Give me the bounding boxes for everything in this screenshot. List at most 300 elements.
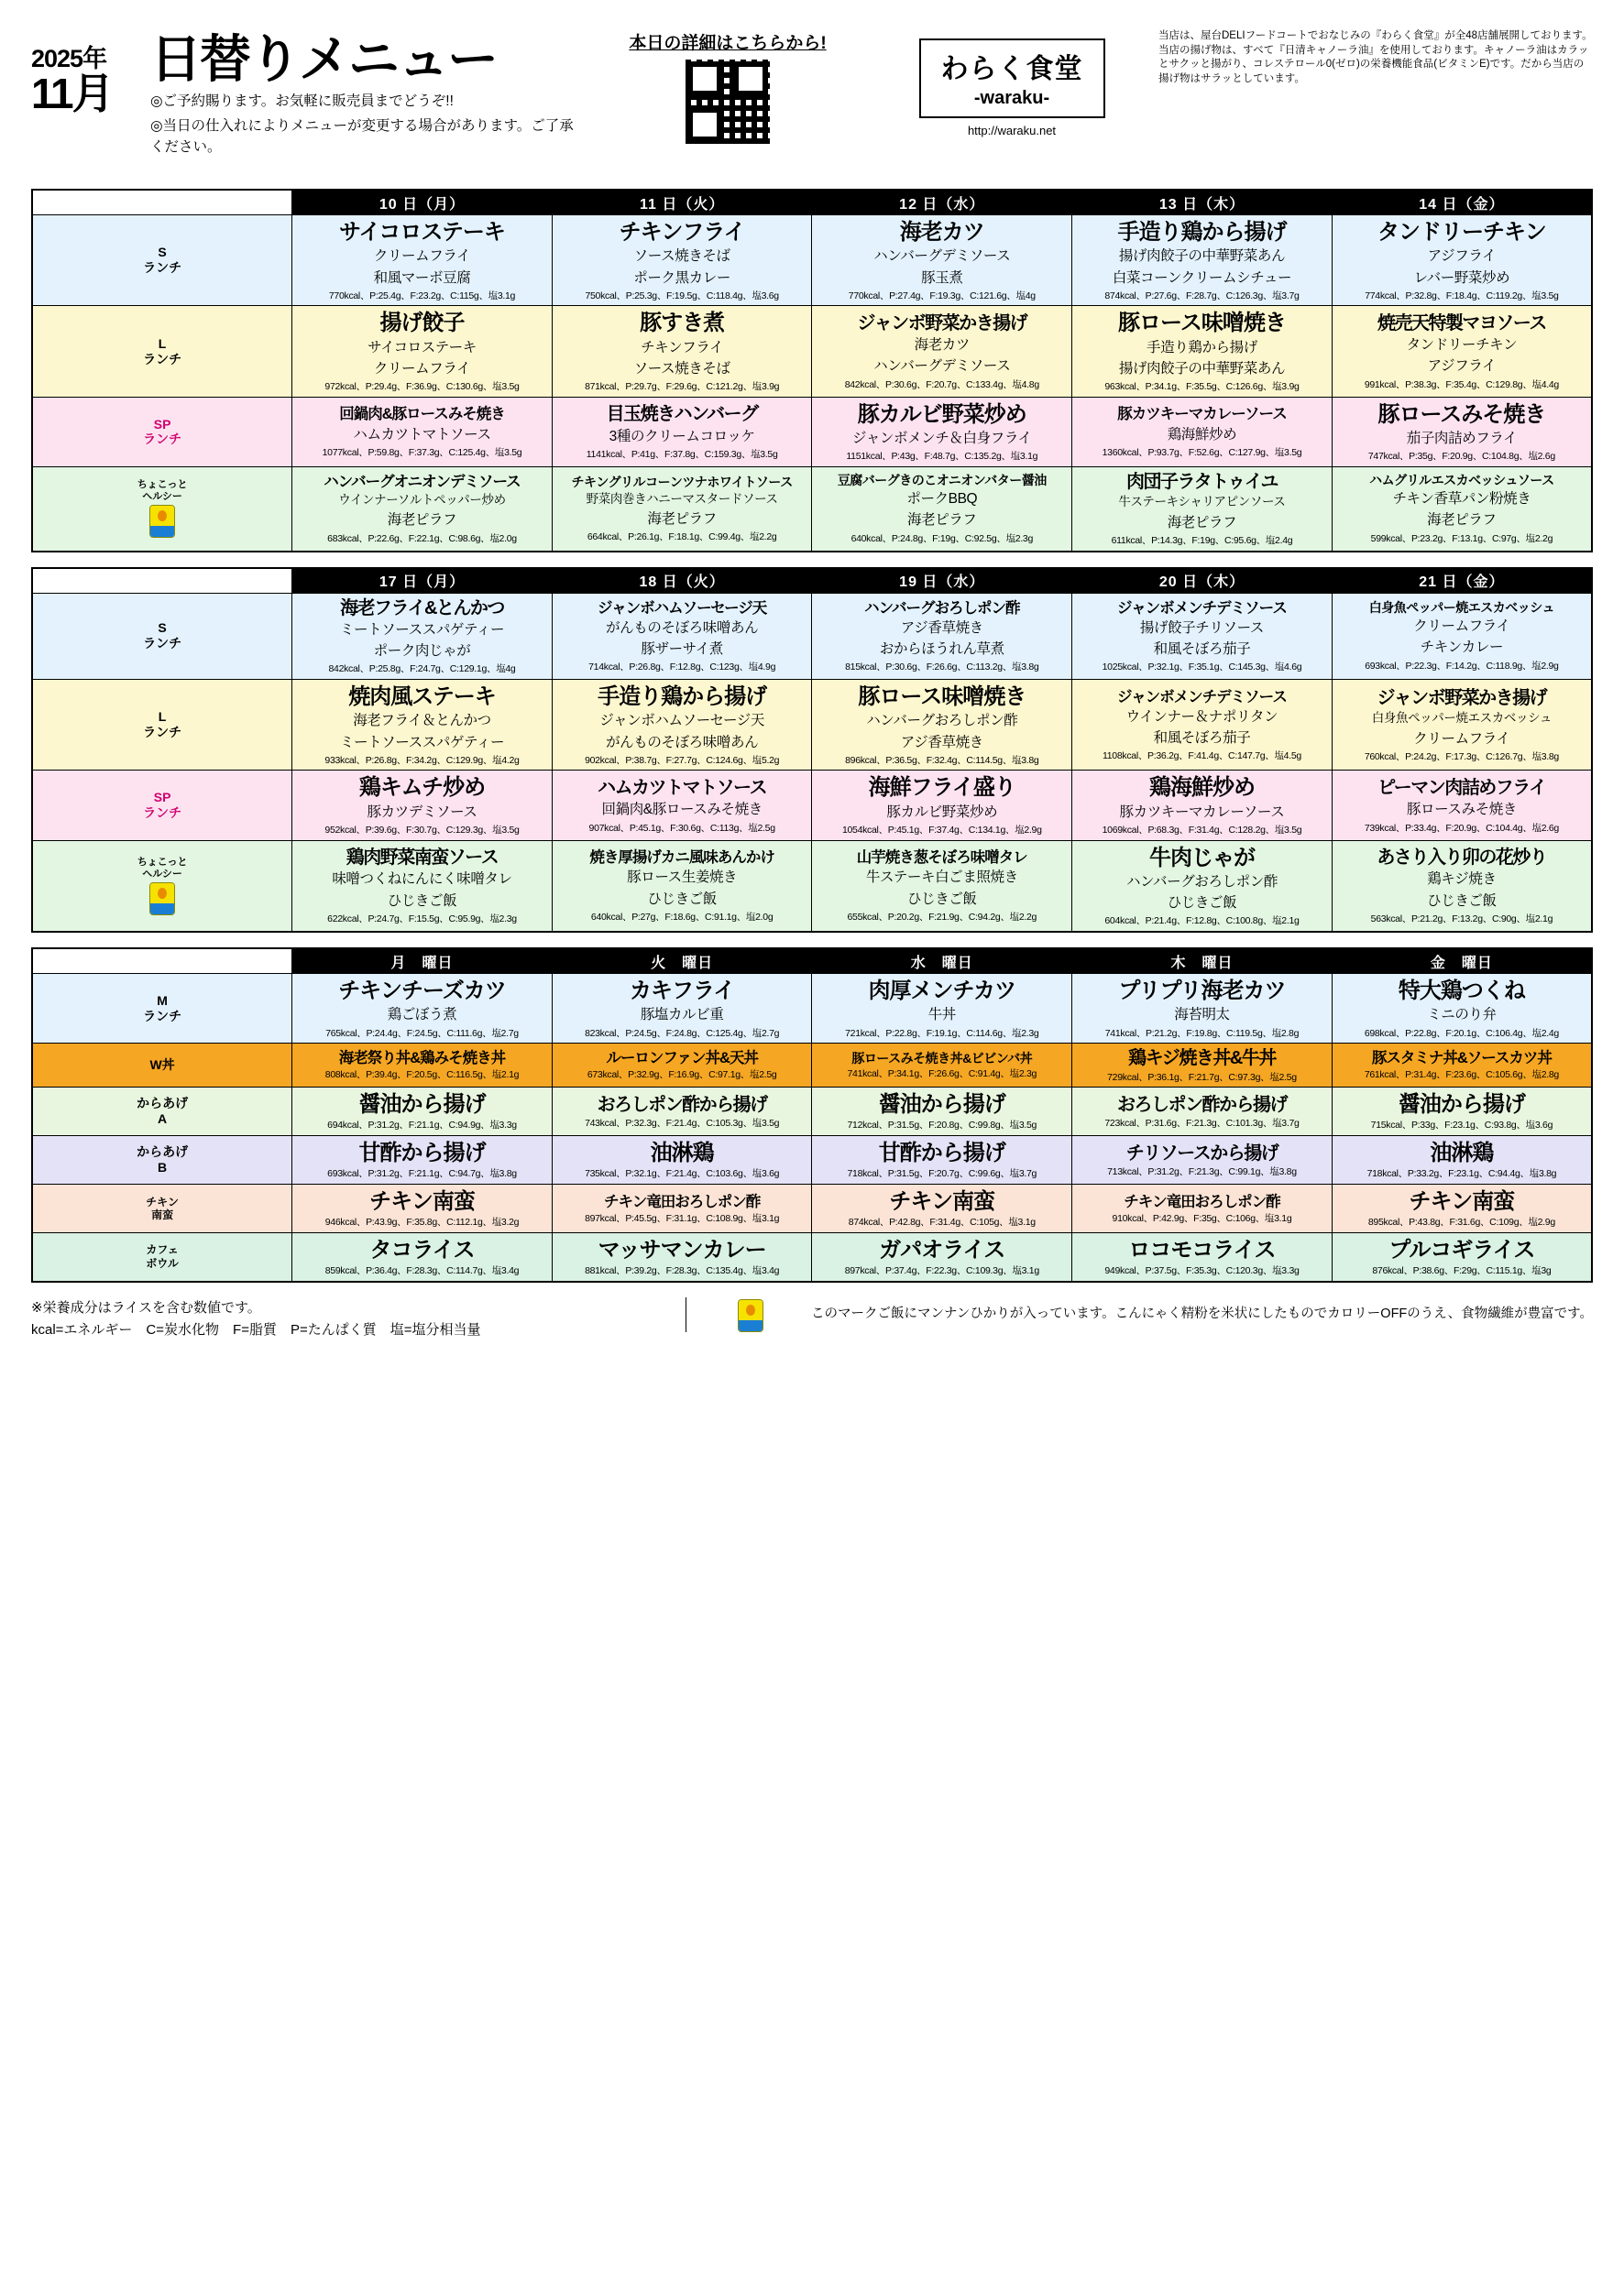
l-nutrition: 896kcal、P:36.5g、F:32.4g、C:114.5g、塩3.8g bbox=[845, 754, 1039, 766]
ka-nutrition: 743kcal、P:32.3g、F:21.4g、C:105.3g、塩3.5g bbox=[585, 1118, 780, 1130]
h-main-dish: 山芋焼き葱そぼろ味噌タレ bbox=[856, 849, 1027, 867]
menu-cell[interactable] bbox=[292, 593, 553, 680]
h-nutrition: 604kcal、P:21.4g、F:12.8g、C:100.8g、塩2.1g bbox=[1104, 915, 1300, 927]
cn-main-dish: チキン竜田おろしポン酢 bbox=[1124, 1193, 1280, 1210]
w-cell bbox=[1072, 1044, 1332, 1087]
l-side-dish: ジャンボハムソーセージ天 bbox=[599, 713, 764, 729]
qr-code-icon[interactable] bbox=[686, 60, 770, 144]
m-main-dish: 肉厚メンチカツ bbox=[868, 979, 1016, 1003]
h-cell bbox=[553, 471, 812, 547]
s-cell bbox=[812, 596, 1071, 677]
row-label: S ランチ bbox=[32, 215, 292, 306]
date-header: 火 曜日 bbox=[552, 948, 812, 974]
header-year: 2025年 bbox=[31, 45, 107, 72]
s-side-dish: おからほうれん草煮 bbox=[879, 641, 1004, 657]
menu-cell[interactable] bbox=[1332, 306, 1592, 397]
h-cell bbox=[1333, 469, 1591, 548]
cn-nutrition: 946kcal、P:43.9g、F:35.8g、C:112.1g、塩3.2g bbox=[324, 1217, 520, 1229]
menu-cell[interactable] bbox=[812, 306, 1072, 397]
sp-cell bbox=[1333, 773, 1591, 837]
qr-block bbox=[590, 26, 865, 144]
kb-cell bbox=[292, 1136, 552, 1184]
m-cell bbox=[812, 974, 1071, 1043]
cb-nutrition: 859kcal、P:36.4g、F:28.3g、C:114.7g、塩3.4g bbox=[324, 1265, 520, 1277]
s-main-dish: サイコロステーキ bbox=[339, 220, 505, 245]
kb-cell bbox=[1072, 1139, 1332, 1182]
menu-cell[interactable] bbox=[1072, 306, 1333, 397]
h-main-dish: 焼き厚揚げカニ風味あんかけ bbox=[589, 849, 774, 867]
ka-main-dish: おろしポン酢から揚げ bbox=[597, 1094, 767, 1115]
w-cell bbox=[553, 1045, 812, 1085]
cb-cell bbox=[553, 1233, 812, 1281]
menu-cell[interactable] bbox=[552, 1232, 812, 1281]
sp-cell bbox=[1333, 398, 1591, 466]
sp-cell bbox=[812, 398, 1071, 466]
menu-cell[interactable] bbox=[292, 771, 553, 840]
h-cell bbox=[812, 469, 1071, 548]
l-main-dish: 焼売天特製マヨソース bbox=[1377, 312, 1546, 333]
menu-cell[interactable] bbox=[1072, 1044, 1333, 1088]
s-nutrition: 815kcal、P:30.6g、F:26.6g、C:113.2g、塩3.8g bbox=[845, 661, 1039, 673]
menu-cell[interactable] bbox=[552, 466, 812, 551]
menu-cell[interactable] bbox=[812, 593, 1072, 680]
l-side-dish: ウインナー＆ナポリタン bbox=[1125, 708, 1278, 725]
h-cell bbox=[553, 845, 812, 926]
kb-cell bbox=[1333, 1136, 1591, 1184]
menu-cell[interactable] bbox=[1072, 1232, 1333, 1281]
s-cell bbox=[812, 215, 1071, 305]
l-nutrition: 991kcal、P:38.3g、F:35.4g、C:129.8g、塩4.4g bbox=[1364, 378, 1559, 390]
l-cell bbox=[292, 680, 552, 770]
menu-cell[interactable] bbox=[1332, 1136, 1592, 1185]
sp-cell bbox=[553, 773, 812, 837]
sp-side-dish: 回鍋肉&豚ロースみそ焼き bbox=[601, 802, 763, 818]
row-label: SP ランチ bbox=[32, 397, 292, 466]
kb-main-dish: チリソースから揚げ bbox=[1125, 1143, 1278, 1164]
header-note-2: ◎当日の仕入れによりメニューが変更する場合があります。ご了承ください。 bbox=[150, 118, 574, 156]
menu-cell[interactable] bbox=[292, 215, 553, 306]
h-nutrition: 640kcal、P:27g、F:18.6g、C:91.1g、塩2.0g bbox=[590, 911, 774, 923]
l-side-dish: クリームフライ bbox=[1413, 730, 1510, 747]
row-label: からあげ B bbox=[32, 1136, 292, 1185]
menu-cell[interactable] bbox=[292, 1185, 553, 1233]
menu-cell[interactable] bbox=[1072, 466, 1333, 551]
corner-cell bbox=[32, 568, 292, 594]
l-side-dish: アジフライ bbox=[1427, 358, 1497, 375]
cb-main-dish: プルコギライス bbox=[1388, 1237, 1535, 1263]
l-side-dish: ソース焼きそば bbox=[633, 360, 730, 377]
menu-cell[interactable] bbox=[1332, 215, 1592, 306]
m-side-dish: 牛丼 bbox=[927, 1007, 956, 1023]
l-side-dish: 海老フライ＆とんかつ bbox=[353, 713, 491, 729]
s-main-dish: ジャンボハムソーセージ天 bbox=[597, 599, 767, 617]
menu-cell[interactable] bbox=[1072, 1136, 1333, 1185]
menu-cell[interactable] bbox=[1072, 771, 1333, 840]
s-nutrition: 714kcal、P:26.8g、F:12.8g、C:123g、塩4.9g bbox=[588, 661, 776, 673]
w-nutrition: 729kcal、P:36.1g、F:21.7g、C:97.3g、塩2.5g bbox=[1107, 1071, 1297, 1083]
s-nutrition: 874kcal、P:27.6g、F:28.7g、C:126.3g、塩3.7g bbox=[1104, 290, 1300, 301]
s-nutrition: 770kcal、P:27.4g、F:19.3g、C:121.6g、塩4g bbox=[848, 290, 1036, 301]
row-label: SP ランチ bbox=[32, 771, 292, 840]
menu-cell[interactable] bbox=[552, 1088, 812, 1136]
s-nutrition: 770kcal、P:25.4g、F:23.2g、C:115g、塩3.1g bbox=[328, 290, 516, 301]
weekly-table bbox=[31, 947, 1593, 1283]
s-main-dish: 白身魚ペッパー焼エスカベッシュ bbox=[1368, 600, 1554, 616]
cn-main-dish: チキン南蛮 bbox=[369, 1189, 475, 1214]
brand-name: わらく食堂 bbox=[940, 54, 1083, 84]
footer-mark-text: このマークご飯にマンナンひかりが入っています。こんにゃく精粉を米状にしたものでカロリーOFFのうえ、食物繊維が豊富です。 bbox=[810, 1306, 1593, 1321]
date-header: 木 曜日 bbox=[1072, 948, 1333, 974]
kb-main-dish: 甘酢から揚げ bbox=[358, 1141, 486, 1166]
l-nutrition: 760kcal、P:24.2g、F:17.3g、C:126.7g、塩3.8g bbox=[1364, 750, 1559, 762]
h-nutrition: 563kcal、P:21.2g、F:13.2g、C:90g、塩2.1g bbox=[1370, 913, 1553, 924]
menu-cell[interactable] bbox=[292, 466, 553, 551]
s-nutrition: 842kcal、P:25.8g、F:24.7g、C:129.1g、塩4g bbox=[328, 663, 516, 675]
h-side-dish: ひじきご飯 bbox=[387, 892, 457, 909]
s-side-dish: がんものそぼろ味噌あん bbox=[606, 619, 759, 636]
w-main-dish: 豚スタミナ丼&ソースカツ丼 bbox=[1371, 1050, 1552, 1067]
menu-cell[interactable] bbox=[1072, 593, 1333, 680]
sp-nutrition: 907kcal、P:45.1g、F:30.6g、C:113g、塩2.5g bbox=[588, 822, 775, 834]
kb-nutrition: 693kcal、P:31.2g、F:21.1g、C:94.7g、塩3.8g bbox=[327, 1168, 517, 1180]
menu-cell[interactable] bbox=[1332, 680, 1592, 771]
s-side-dish: レバー野菜炒め bbox=[1413, 269, 1510, 286]
l-side-dish: チキンフライ bbox=[641, 339, 724, 355]
menu-cell[interactable] bbox=[812, 1044, 1072, 1088]
l-main-dish: ジャンボ野菜かき揚げ bbox=[857, 312, 1027, 333]
s-cell bbox=[553, 596, 812, 677]
kb-main-dish: 油淋鶏 bbox=[650, 1141, 714, 1166]
s-main-dish: 海老カツ bbox=[899, 220, 984, 245]
sp-nutrition: 739kcal、P:33.4g、F:20.9g、C:104.4g、塩2.6g bbox=[1364, 822, 1559, 834]
sp-side-dish: 鶏海鮮炒め bbox=[1167, 426, 1237, 443]
menu-cell[interactable] bbox=[1072, 1088, 1333, 1136]
menu-cell[interactable] bbox=[1332, 1232, 1592, 1281]
h-main-dish: あさり入り卯の花炒り bbox=[1377, 847, 1547, 869]
sp-cell bbox=[292, 771, 552, 839]
date-header: 19 日（水） bbox=[812, 568, 1072, 594]
date-header: 金 曜日 bbox=[1332, 948, 1592, 974]
menu-cell[interactable] bbox=[812, 771, 1072, 840]
menu-cell[interactable] bbox=[292, 397, 553, 466]
menu-cell[interactable] bbox=[812, 1185, 1072, 1233]
sp-main-dish: 鶏海鮮炒め bbox=[1148, 775, 1255, 801]
menu-cell[interactable] bbox=[812, 680, 1072, 771]
cn-cell bbox=[553, 1189, 812, 1229]
menu-cell[interactable] bbox=[1072, 974, 1333, 1044]
cb-main-dish: マッサマンカレー bbox=[598, 1237, 766, 1263]
s-side-dish: 和風マーボ豆腐 bbox=[373, 269, 471, 286]
menu-row-ka bbox=[32, 1088, 1592, 1136]
l-nutrition: 902kcal、P:38.7g、F:27.7g、C:124.6g、塩5.2g bbox=[585, 754, 780, 766]
menu-cell[interactable] bbox=[552, 397, 812, 466]
h-main-dish: 豆腐バーグきのこオニオンバター醤油 bbox=[837, 473, 1047, 488]
s-nutrition: 774kcal、P:32.8g、F:18.4g、C:119.2g、塩3.5g bbox=[1365, 290, 1559, 301]
date-header: 14 日（金） bbox=[1332, 190, 1592, 215]
l-side-dish: アジ香草焼き bbox=[900, 734, 983, 750]
menu-cell[interactable] bbox=[812, 840, 1072, 932]
m-side-dish: ミニのり弁 bbox=[1427, 1007, 1497, 1023]
s-cell bbox=[1333, 215, 1591, 305]
cn-cell bbox=[1072, 1189, 1332, 1229]
menu-cell[interactable] bbox=[292, 1044, 553, 1088]
menu-cell[interactable] bbox=[292, 1136, 553, 1185]
sp-nutrition: 1077kcal、P:59.8g、F:37.3g、C:125.4g、塩3.5g bbox=[322, 446, 522, 458]
date-header: 12 日（水） bbox=[812, 190, 1072, 215]
date-header: 21 日（金） bbox=[1332, 568, 1592, 594]
cb-cell bbox=[1072, 1233, 1332, 1281]
s-side-dish: クリームフライ bbox=[373, 248, 471, 265]
menu-cell[interactable] bbox=[1072, 397, 1333, 466]
menu-cell[interactable] bbox=[552, 840, 812, 932]
menu-row-l bbox=[32, 680, 1592, 771]
cb-main-dish: ロコモコライス bbox=[1128, 1237, 1276, 1263]
s-side-dish: 豚ザーサイ煮 bbox=[641, 641, 723, 657]
menu-cell[interactable] bbox=[552, 771, 812, 840]
l-cell bbox=[553, 680, 812, 770]
menu-cell[interactable] bbox=[292, 1088, 553, 1136]
row-label: ちょこっと ヘルシー bbox=[32, 466, 292, 551]
kb-nutrition: 718kcal、P:33.2g、F:23.1g、C:94.4g、塩3.8g bbox=[1366, 1168, 1557, 1180]
qr-label: 本日の詳細はこちらから! bbox=[629, 34, 827, 53]
menu-cell[interactable] bbox=[1072, 1185, 1333, 1233]
menu-row-cn bbox=[32, 1185, 1592, 1233]
mannan-rice-icon bbox=[738, 1299, 763, 1332]
date-header-row bbox=[32, 190, 1592, 215]
sp-side-dish: ジャンボメンチ＆白身フライ bbox=[852, 431, 1032, 447]
l-side-dish: 手造り鶏から揚げ bbox=[1147, 339, 1257, 355]
menu-cell[interactable] bbox=[552, 1044, 812, 1088]
menu-cell[interactable] bbox=[1332, 593, 1592, 680]
l-side-dish: 揚げ肉餃子の中華野菜あん bbox=[1118, 360, 1286, 377]
row-label: W丼 bbox=[32, 1044, 292, 1088]
menu-cell[interactable] bbox=[552, 1136, 812, 1185]
h-side-dish: ハンバーグおろしポン酢 bbox=[1125, 873, 1278, 890]
footer-note-2: kcal=エネルギー C=炭水化物 F=脂質 P=たんぱく質 塩=塩分相当量 bbox=[31, 1321, 481, 1338]
row-label: カフェ ボウル bbox=[32, 1232, 292, 1281]
cn-cell bbox=[1333, 1185, 1591, 1232]
l-cell bbox=[1072, 306, 1332, 396]
h-side-dish: 味噌つくねにんにく味噌タレ bbox=[332, 871, 512, 888]
menu-cell[interactable] bbox=[552, 680, 812, 771]
menu-cell[interactable] bbox=[292, 840, 553, 932]
h-side-dish: ひじきご飯 bbox=[647, 891, 717, 907]
s-side-dish: 豚玉煮 bbox=[921, 269, 963, 286]
sp-nutrition: 1141kcal、P:41g、F:37.8g、C:159.3g、塩3.5g bbox=[586, 448, 778, 460]
l-main-dish: 豚ロース味噌焼き bbox=[858, 684, 1026, 710]
menu-cell[interactable] bbox=[812, 466, 1072, 551]
s-cell bbox=[553, 215, 812, 305]
h-cell bbox=[292, 469, 552, 548]
s-side-dish: 揚げ餃子チリソース bbox=[1139, 619, 1265, 636]
menu-cell[interactable] bbox=[1332, 397, 1592, 466]
menu-cell[interactable] bbox=[292, 680, 553, 771]
sp-side-dish: 豚カツキーマカレーソース bbox=[1119, 804, 1285, 820]
s-main-dish: 海老フライ&とんかつ bbox=[340, 597, 504, 618]
sp-side-dish: 豚カルビ野菜炒め bbox=[886, 804, 998, 820]
w-cell bbox=[292, 1045, 552, 1085]
s-side-dish: 和風そぼろ茄子 bbox=[1153, 641, 1251, 657]
menu-cell[interactable] bbox=[1332, 1044, 1592, 1088]
date-header-row bbox=[32, 948, 1592, 974]
header-month: 11月 bbox=[31, 70, 113, 117]
sp-main-dish: 鶏キムチ炒め bbox=[358, 775, 486, 801]
menu-cell[interactable] bbox=[1072, 680, 1333, 771]
menu-cell[interactable] bbox=[812, 1136, 1072, 1185]
s-main-dish: 手造り鶏から揚げ bbox=[1117, 220, 1287, 245]
menu-row-h bbox=[32, 840, 1592, 932]
sp-nutrition: 1151kcal、P:43g、F:48.7g、C:135.2g、塩3.1g bbox=[846, 451, 1038, 463]
l-cell bbox=[812, 680, 1071, 770]
menu-cell[interactable] bbox=[292, 1232, 553, 1281]
page-header bbox=[31, 26, 1593, 189]
date-header: 13 日（木） bbox=[1072, 190, 1333, 215]
row-label: からあげ A bbox=[32, 1088, 292, 1136]
sp-side-dish: 3種のクリームコロッケ bbox=[609, 428, 755, 444]
sp-main-dish: 目玉焼きハンバーグ bbox=[606, 404, 758, 425]
menu-cell[interactable] bbox=[552, 1185, 812, 1233]
menu-row-sp bbox=[32, 771, 1592, 840]
h-nutrition: 640kcal、P:24.8g、F:19g、C:92.5g、塩2.3g bbox=[850, 532, 1034, 544]
brand-url: http://waraku.net bbox=[967, 124, 1057, 137]
l-cell bbox=[1333, 683, 1591, 767]
h-nutrition: 599kcal、P:23.2g、F:13.1g、C:97g、塩2.2g bbox=[1370, 532, 1553, 544]
h-side-dish: 鶏キジ焼き bbox=[1427, 871, 1497, 888]
m-nutrition: 721kcal、P:22.8g、F:19.1g、C:114.6g、塩2.3g bbox=[845, 1027, 1039, 1039]
menu-cell[interactable] bbox=[1332, 974, 1592, 1044]
l-nutrition: 972kcal、P:29.4g、F:36.9g、C:130.6g、塩3.5g bbox=[324, 381, 520, 393]
row-label: チキン 南蛮 bbox=[32, 1185, 292, 1233]
date-header: 18 日（火） bbox=[552, 568, 812, 594]
m-nutrition: 698kcal、P:22.8g、F:20.1g、C:106.4g、塩2.4g bbox=[1364, 1027, 1559, 1039]
h-side-dish: 海老ピラフ bbox=[907, 512, 977, 529]
sp-nutrition: 952kcal、P:39.6g、F:30.7g、C:129.3g、塩3.5g bbox=[324, 824, 520, 836]
menu-cell[interactable] bbox=[1072, 840, 1333, 932]
l-cell bbox=[553, 306, 812, 396]
h-nutrition: 683kcal、P:22.6g、F:22.1g、C:98.6g、塩2.0g bbox=[327, 532, 517, 544]
menu-cell[interactable] bbox=[552, 593, 812, 680]
h-side-dish: 海老ピラフ bbox=[647, 510, 717, 527]
menu-cell[interactable] bbox=[1332, 466, 1592, 551]
s-side-dish: チキンカレー bbox=[1420, 640, 1504, 656]
s-cell bbox=[1072, 215, 1332, 305]
menu-cell[interactable] bbox=[552, 974, 812, 1044]
sp-cell bbox=[292, 401, 552, 462]
h-side-dish: チキン香草パン粉焼き bbox=[1392, 491, 1531, 508]
header-date bbox=[31, 26, 141, 115]
l-cell bbox=[812, 309, 1071, 395]
s-main-dish: タンドリーチキン bbox=[1377, 220, 1546, 245]
sp-side-dish: 豚ロースみそ焼き bbox=[1406, 802, 1517, 818]
menu-cell[interactable] bbox=[1332, 771, 1592, 840]
menu-cell[interactable] bbox=[812, 1088, 1072, 1136]
sp-cell bbox=[553, 399, 812, 464]
s-side-dish: ポーク黒カレー bbox=[633, 269, 730, 286]
date-header: 10 日（月） bbox=[292, 190, 553, 215]
menu-row-s bbox=[32, 215, 1592, 306]
row-label: ちょこっと ヘルシー bbox=[32, 840, 292, 932]
l-main-dish: ジャンボ野菜かき揚げ bbox=[1377, 687, 1547, 708]
cb-cell bbox=[292, 1233, 552, 1281]
cn-main-dish: チキン南蛮 bbox=[1409, 1189, 1515, 1214]
l-side-dish: ハンバーグデミソース bbox=[873, 358, 1011, 375]
date-header: 水 曜日 bbox=[812, 948, 1072, 974]
cn-nutrition: 897kcal、P:45.5g、F:31.1g、C:108.9g、塩3.1g bbox=[585, 1212, 780, 1224]
menu-cell[interactable] bbox=[1332, 1185, 1592, 1233]
ka-cell bbox=[292, 1088, 552, 1135]
h-side-dish: ポークBBQ bbox=[906, 491, 978, 508]
menu-cell[interactable] bbox=[1332, 1088, 1592, 1136]
h-nutrition: 655kcal、P:20.2g、F:21.9g、C:94.2g、塩2.2g bbox=[847, 911, 1037, 923]
ka-nutrition: 723kcal、P:31.6g、F:21.3g、C:101.3g、塩3.7g bbox=[1104, 1118, 1300, 1130]
s-side-dish: アジフライ bbox=[1427, 248, 1497, 265]
page-footer bbox=[31, 1297, 1593, 1341]
l-nutrition: 963kcal、P:34.1g、F:35.5g、C:126.6g、塩3.9g bbox=[1104, 381, 1300, 393]
m-nutrition: 765kcal、P:24.4g、F:24.5g、C:111.6g、塩2.7g bbox=[325, 1027, 519, 1039]
menu-cell[interactable] bbox=[1072, 215, 1333, 306]
ka-cell bbox=[1072, 1090, 1332, 1133]
l-side-dish: クリームフライ bbox=[373, 360, 471, 377]
l-nutrition: 871kcal、P:29.7g、F:29.6g、C:121.2g、塩3.9g bbox=[585, 381, 780, 393]
menu-cell[interactable] bbox=[812, 1232, 1072, 1281]
ka-main-dish: 醤油から揚げ bbox=[358, 1092, 486, 1118]
menu-cell[interactable] bbox=[552, 215, 812, 306]
w-cell bbox=[812, 1047, 1071, 1084]
l-side-dish: がんものそぼろ味噌あん bbox=[606, 734, 759, 750]
cn-nutrition: 895kcal、P:43.8g、F:31.6g、C:109g、塩2.9g bbox=[1367, 1217, 1555, 1229]
cn-cell bbox=[292, 1185, 552, 1232]
menu-row-cb bbox=[32, 1232, 1592, 1281]
h-main-dish: ハンバーグオニオンデミソース bbox=[324, 474, 521, 491]
l-side-dish: 白身魚ペッパー焼エスカベッシュ bbox=[1371, 711, 1552, 726]
kb-nutrition: 713kcal、P:31.2g、F:21.3g、C:99.1g、塩3.8g bbox=[1107, 1165, 1297, 1177]
h-side-dish: ウインナーソルトペッパー炒め bbox=[338, 493, 506, 508]
ka-nutrition: 712kcal、P:31.5g、F:20.8g、C:99.8g、塩3.5g bbox=[847, 1120, 1037, 1132]
l-nutrition: 1108kcal、P:36.2g、F:41.4g、C:147.7g、塩4.5g bbox=[1103, 750, 1301, 762]
date-header: 月 曜日 bbox=[292, 948, 553, 974]
brand-romaji: -waraku- bbox=[973, 88, 1050, 108]
h-cell bbox=[1072, 841, 1332, 931]
kb-main-dish: 油淋鶏 bbox=[1430, 1141, 1494, 1166]
menu-cell[interactable] bbox=[812, 215, 1072, 306]
m-cell bbox=[292, 974, 552, 1043]
sp-nutrition: 1360kcal、P:93.7g、F:52.6g、C:127.9g、塩3.5g bbox=[1102, 446, 1302, 458]
s-side-dish: ポーク肉じゃが bbox=[373, 643, 471, 660]
l-side-dish: ハンバーグおろしポン酢 bbox=[866, 713, 1018, 729]
ka-nutrition: 694kcal、P:31.2g、F:21.1g、C:94.9g、塩3.3g bbox=[327, 1120, 517, 1132]
l-side-dish: タンドリーチキン bbox=[1406, 337, 1518, 354]
menu-cell[interactable] bbox=[1332, 840, 1592, 932]
menu-cell[interactable] bbox=[292, 306, 553, 397]
m-main-dish: カキフライ bbox=[630, 979, 735, 1003]
menu-cell[interactable] bbox=[552, 306, 812, 397]
menu-cell[interactable] bbox=[812, 397, 1072, 466]
w-main-dish: ルーロンファン丼&天丼 bbox=[606, 1050, 758, 1067]
m-cell bbox=[553, 974, 812, 1043]
cb-main-dish: タコライス bbox=[369, 1237, 475, 1263]
h-cell bbox=[292, 843, 552, 929]
m-side-dish: 海苔明太 bbox=[1174, 1007, 1230, 1023]
sp-side-dish: 茄子肉詰めフライ bbox=[1406, 431, 1518, 447]
sp-main-dish: 豚ロースみそ焼き bbox=[1377, 401, 1546, 427]
m-side-dish: 鶏ごぼう煮 bbox=[387, 1007, 457, 1023]
s-nutrition: 693kcal、P:22.3g、F:14.2g、C:118.9g、塩2.9g bbox=[1365, 660, 1559, 672]
menu-cell[interactable] bbox=[292, 974, 553, 1044]
l-main-dish: 焼肉風ステーキ bbox=[348, 684, 496, 710]
menu-row-l bbox=[32, 306, 1592, 397]
menu-cell[interactable] bbox=[812, 974, 1072, 1044]
header-description: 当店は、屋台DELIフードコートでおなじみの『わらく食堂』が全48店舗展開しております。当店の揚げ物は、すべて『日清キャノーラ油』を使用しております。キャノーラ油はカラッとサクッと揚がり、コレステロール0(ゼロ)の栄養機能食品(ビタミンE)です。だから当店の揚げ物はサラッとしています。 bbox=[1158, 30, 1593, 84]
